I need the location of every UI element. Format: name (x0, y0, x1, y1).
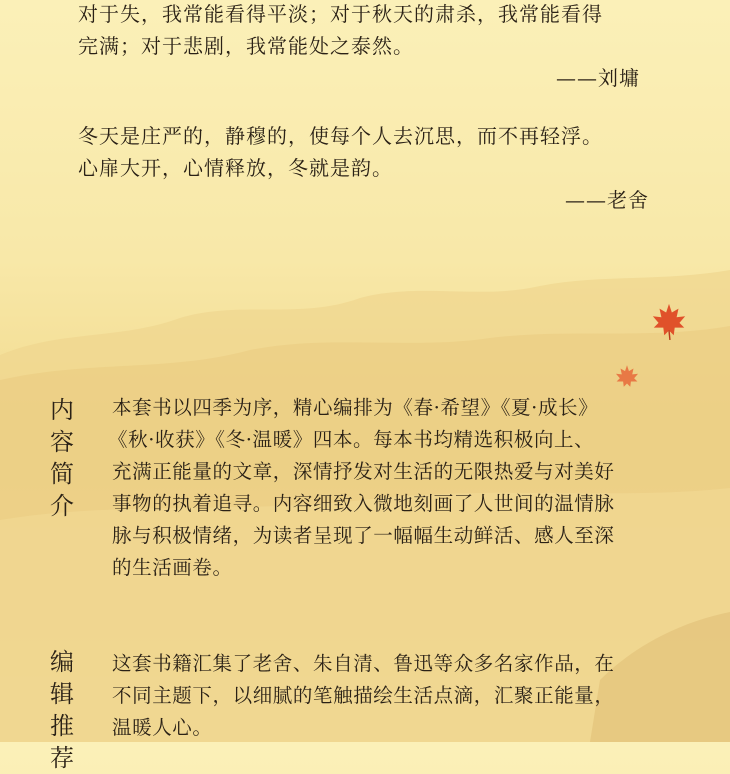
intro-line: 事物的执着追寻。内容细致入微地刻画了人世间的温情脉 (112, 492, 615, 515)
recommend-line: 不同主题下，以细腻的笔触描绘生活点滴，汇聚正能量， (112, 684, 615, 707)
quote-2-author: ——老舍 (565, 188, 649, 212)
quote-1-line-1: 对于失，我常能看得平淡；对于秋天的肃杀，我常能看得 (78, 2, 603, 26)
recommend-line: 这套书籍汇集了老舍、朱自清、鲁迅等众多名家作品，在 (112, 652, 615, 675)
section-title-char: 荐 (50, 744, 74, 772)
intro-line: 脉与积极情绪，为读者呈现了一幅幅生动鲜活、感人至深 (112, 524, 615, 547)
quote-1-line-2: 完满；对于悲剧，我常能处之泰然。 (78, 34, 414, 58)
section-title-char: 辑 (50, 680, 74, 708)
intro-line: 的生活画卷。 (112, 556, 233, 579)
quote-2-line-1: 冬天是庄严的，静穆的，使每个人去沉思，而不再轻浮。 (78, 124, 603, 148)
intro-line: 《秋·收获》《冬·温暖》四本。每本书均精选积极向上、 (108, 428, 595, 451)
section-title-recommend (48, 646, 76, 774)
quote-2-line-2: 心扉大开，心情释放，冬就是韵。 (78, 156, 393, 180)
intro-line: 本套书以四季为序，精心编排为《春·希望》《夏·成长》 (112, 396, 599, 419)
section-title-char: 简 (50, 460, 74, 488)
recommend-line: 温暖人心。 (112, 716, 213, 739)
section-title-char: 容 (50, 428, 74, 456)
maple-leaf-icon (614, 364, 640, 390)
section-title-char: 内 (50, 396, 74, 424)
section-title-char: 编 (50, 648, 74, 676)
intro-line: 充满正能量的文章，深情抒发对生活的无限热爱与对美好 (112, 460, 615, 483)
maple-leaf-icon (650, 302, 688, 340)
quote-1-author: ——刘墉 (556, 66, 640, 90)
section-title-char: 推 (50, 712, 74, 740)
section-title-intro (48, 394, 76, 522)
section-title-char: 介 (50, 492, 74, 520)
